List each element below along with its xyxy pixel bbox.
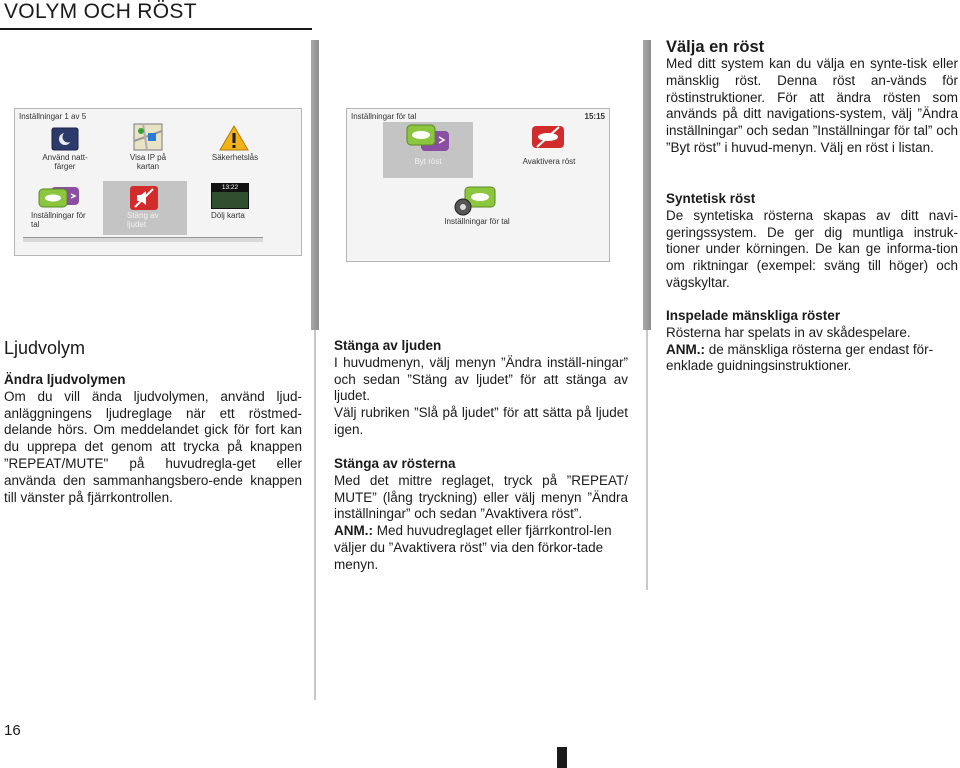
column-divider-right-thin — [646, 330, 648, 590]
mute-voices-heading: Stänga av rösterna — [334, 456, 456, 471]
item-safety-lock-label[interactable]: Säkerhetslås — [211, 153, 259, 162]
item-hide-map-label[interactable]: Dölj karta — [211, 211, 245, 220]
map-clock: 13:22 — [221, 184, 239, 191]
screen2-header: Inställningar för tal — [351, 112, 417, 121]
volume-body: Om du vill ända ljudvolymen, använd ljud-anläggningens ljudreglage när ett röstmed-delande hörs. Om meddelandet gick för fort kan du upprepa det genom att trycka på knappen ”REPEAT/MUTE" på huvudregla-get eller använda den sammanhangsbero-ende knappen till vänster på fjärrkontrollen. — [4, 388, 302, 505]
recorded-voice-body: Rösterna har spelats in av skådespelare. — [666, 324, 911, 340]
item-speech-settings-label[interactable]: Inställningar för tal — [444, 217, 510, 226]
mute-sounds-heading: Stänga av ljuden — [334, 338, 442, 353]
voice-change-icon — [405, 123, 451, 153]
voice-settings-icon — [453, 185, 497, 217]
voice-disable-icon — [531, 125, 565, 151]
column-divider-left — [311, 40, 319, 330]
mute-voices-body: Med det mittre reglaget, tryck på ”REPEAT/ MUTE” (lång tryckning) eller välj menyn ”Ändra inställningar” och sedan ”Avaktivera röst”. — [334, 472, 628, 522]
recorded-voice-heading: Inspelade mänskliga röster — [666, 308, 841, 323]
screen2-clock: 15:15 — [584, 112, 605, 121]
choose-voice-section — [666, 38, 958, 157]
choose-voice-heading: Välja en röst — [666, 38, 765, 56]
speech-settings-screen — [346, 108, 610, 262]
choose-voice-body: Med ditt system kan du välja en synte-tisk eller mänsklig röst. Denna röst an-vänds för röstinstruktioner. För att ändra rösten som används på ditt navigations-system, välj ”Ändra inställningar” och sedan ”Inställningar för tal” och ”Byt röst” i huvud-menyn. Välj en röst i listan. — [666, 56, 958, 155]
map-poi-icon — [133, 123, 163, 151]
item-night-colors-label[interactable]: Använd natt-färger — [42, 153, 88, 171]
synthetic-voice-heading: Syntetisk röst — [666, 191, 756, 206]
volume-section — [4, 338, 302, 506]
warning-icon — [219, 125, 249, 151]
mute-voices-section — [334, 456, 628, 574]
mute-sounds-section — [334, 338, 628, 439]
recorded-voice-note-label: ANM.: — [666, 341, 705, 357]
title-rule — [0, 28, 312, 30]
page-number: 16 — [4, 722, 21, 739]
item-speech-settings-label[interactable]: Inställningar för tal — [31, 211, 86, 229]
column-divider-left-thin — [314, 330, 316, 700]
map-thumbnail-icon — [211, 183, 249, 209]
item-change-voice-label[interactable]: Byt röst — [414, 157, 442, 166]
speech-bubble-icon — [37, 185, 81, 211]
moon-icon — [51, 127, 79, 151]
mute-icon — [129, 185, 159, 211]
volume-subheading: Ändra ljudvolymen — [4, 372, 126, 387]
item-mute-label[interactable]: Stäng av ljudet — [127, 211, 159, 229]
mute-voices-note-body: Med huvudreglaget eller fjärrkontrol-len väljer du ”Avaktivera röst” via den förkor-tade menyn. — [334, 523, 612, 572]
item-disable-voice-label[interactable]: Avaktivera röst — [522, 157, 576, 166]
volume-heading: Ljudvolym — [4, 338, 86, 358]
item-show-poi-label[interactable]: Visa IP på kartan — [129, 153, 167, 171]
settings-screen-1 — [14, 108, 302, 256]
synthetic-voice-body: De syntetiska rösterna skapas av ditt navi-geringssystem. De ger dig muntliga instruk-tioner under körningen. De kan ge informa-tion om riktningar (exempel: sväng till höger) och vägskyltar. — [666, 207, 958, 290]
synthetic-voice-section — [666, 191, 958, 292]
page-marker — [557, 747, 567, 768]
mute-voices-note-label: ANM.: — [334, 523, 373, 539]
screen1-header: Inställningar 1 av 5 — [19, 112, 87, 121]
recorded-voice-section — [666, 308, 958, 375]
mute-sounds-body-2: Välj rubriken ”Slå på ljudet” för att sätta på ljudet igen. — [334, 405, 628, 437]
recorded-voice-note-body: de mänskliga rösterna ger endast för-enklade guidningsinstruktioner. — [666, 341, 934, 374]
column-divider-right — [643, 40, 651, 330]
mute-sounds-body-1: I huvudmenyn, välj menyn ”Ändra inställ-ningar” och sedan ”Stäng av ljudet” för att stänga av ljudet. — [334, 354, 628, 404]
page-title: VOLYM OCH RÖST — [4, 0, 197, 23]
screen1-scrollbar[interactable] — [23, 237, 263, 242]
